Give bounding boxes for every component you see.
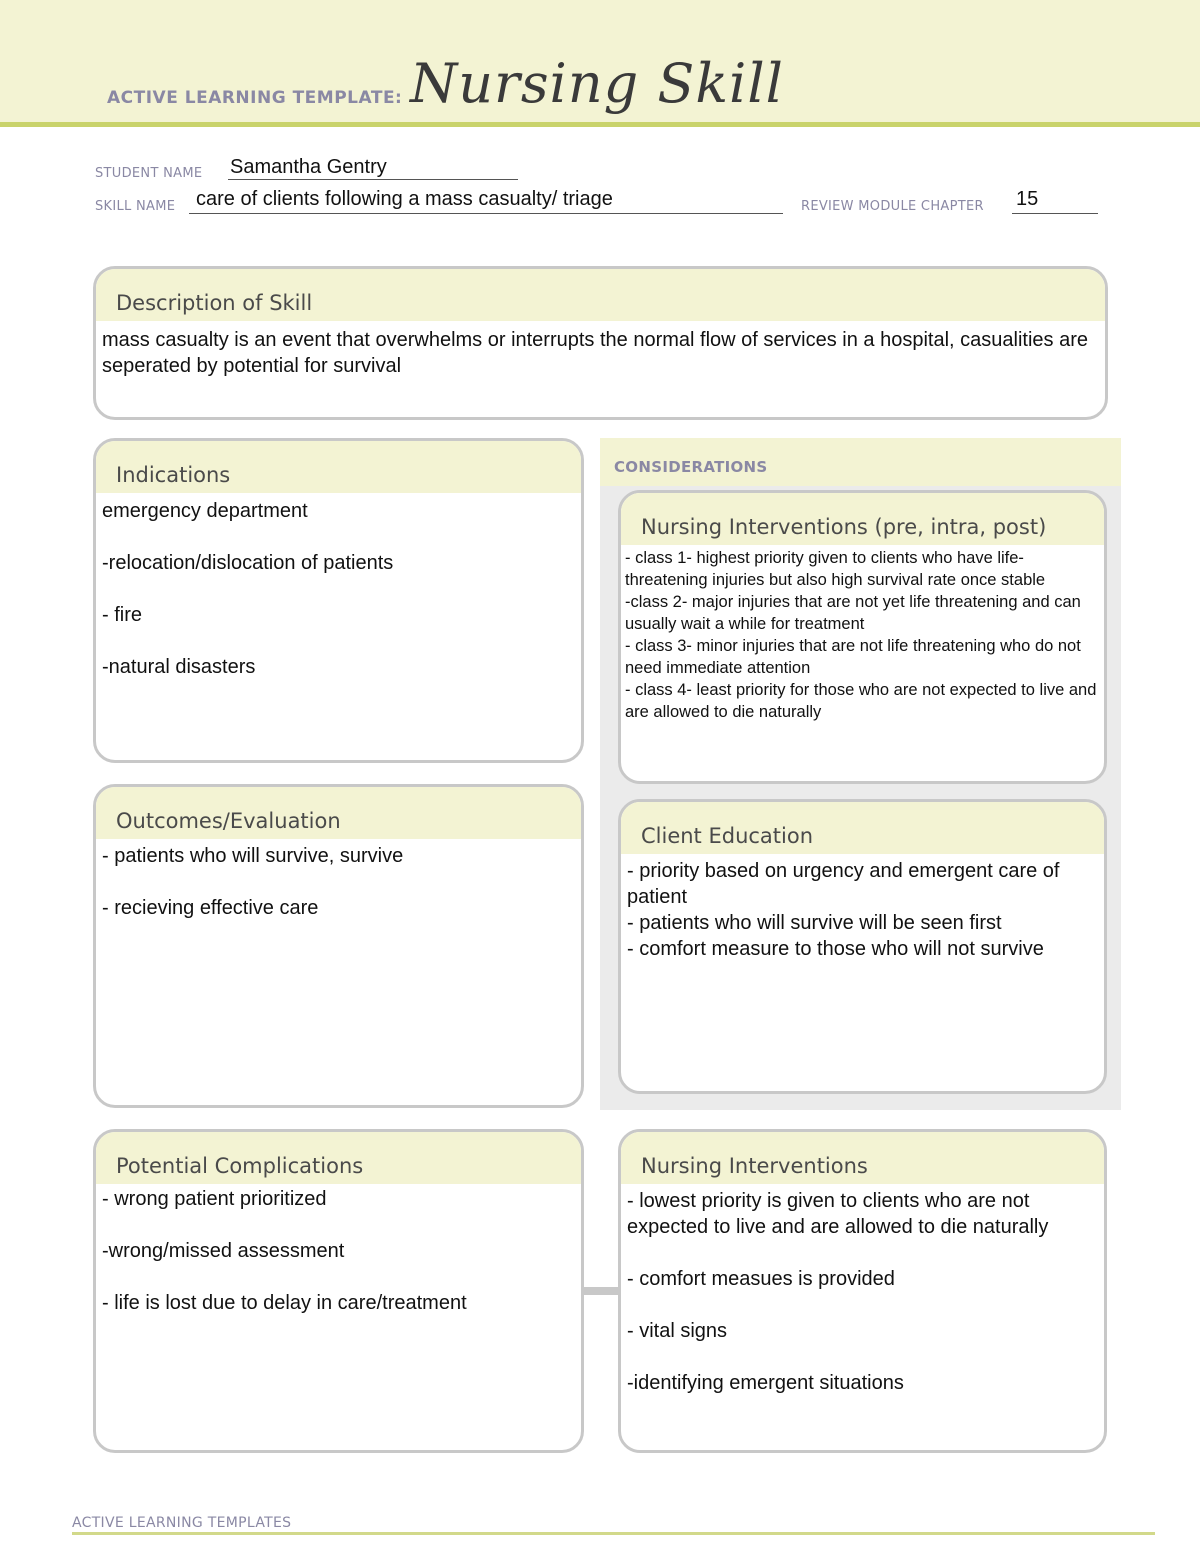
indication-item: emergency department: [102, 500, 308, 522]
footer-text: ACTIVE LEARNING TEMPLATES: [72, 1515, 292, 1531]
indication-item: - fire: [102, 604, 142, 626]
complication-item: - wrong patient prioritized: [102, 1188, 327, 1210]
nursing-intervention-item: - lowest priority is given to clients who are not expected to live and are allowed to die naturally: [627, 1190, 1049, 1238]
education-line: - comfort measure to those who will not survive: [627, 938, 1044, 960]
indication-item: -natural disasters: [102, 656, 256, 678]
template-label: ACTIVE LEARNING TEMPLATE:: [107, 88, 403, 108]
intervention-line: - class 4- least priority for those who are not expected to live and are allowed to die naturally: [625, 681, 1097, 721]
description-title: Description of Skill: [96, 269, 1105, 321]
client-education-body[interactable]: [621, 854, 1104, 966]
indications-box: [93, 438, 584, 763]
client-education-box: [618, 799, 1107, 1094]
box-connector: [583, 1287, 621, 1295]
description-text[interactable]: mass casualty is an event that overwhelms or interrupts the normal flow of services in a hospital, casualities are seperated by potential for survival: [102, 329, 1088, 377]
nursing-interventions-ppp-box: [618, 490, 1107, 784]
nursing-interventions-ppp-title: Nursing Interventions (pre, intra, post): [621, 493, 1104, 545]
considerations-title: CONSIDERATIONS: [600, 438, 1121, 486]
skill-name-field[interactable]: care of clients following a mass casualty/ triage: [196, 188, 613, 210]
education-line: - patients who will survive will be seen first: [627, 912, 1002, 934]
complication-item: -wrong/missed assessment: [102, 1240, 345, 1262]
education-line: - priority based on urgency and emergent care of patient: [627, 860, 1060, 908]
intervention-line: -class 2- major injuries that are not yet life threatening and can usually wait a while for treatment: [625, 593, 1081, 633]
student-name-field[interactable]: Samantha Gentry: [230, 156, 387, 178]
outcome-item: - recieving effective care: [102, 897, 319, 919]
complications-title: Potential Complications: [96, 1132, 581, 1184]
indication-item: -relocation/dislocation of patients: [102, 552, 394, 574]
indications-title: Indications: [96, 441, 581, 493]
nursing-intervention-item: - comfort measues is provided: [627, 1268, 895, 1290]
nursing-interventions-body[interactable]: [621, 1184, 1104, 1400]
footer-rule: [72, 1532, 1155, 1535]
intervention-line: - class 1- highest priority given to clients who have life-threatening injuries but also high survival rate once stable: [625, 549, 1046, 589]
complications-box: [93, 1129, 584, 1453]
template-title: Nursing Skill: [410, 52, 784, 115]
header-rule: [0, 122, 1200, 127]
nursing-interventions-ppp-body[interactable]: [621, 545, 1104, 725]
nursing-interventions-title: Nursing Interventions: [621, 1132, 1104, 1184]
outcome-item: - patients who will survive, survive: [102, 845, 404, 867]
nursing-intervention-item: -identifying emergent situations: [627, 1372, 904, 1394]
complication-item: - life is lost due to delay in care/treatment: [102, 1292, 467, 1314]
outcomes-box: [93, 784, 584, 1108]
client-education-title: Client Education: [621, 802, 1104, 854]
description-box: [93, 266, 1108, 420]
review-module-label: REVIEW MODULE CHAPTER: [801, 199, 984, 214]
complications-body[interactable]: [96, 1184, 581, 1320]
intervention-line: - class 3- minor injuries that are not life threatening who do not need immediate attention: [625, 637, 1081, 677]
outcomes-body[interactable]: [96, 839, 581, 925]
outcomes-title: Outcomes/Evaluation: [96, 787, 581, 839]
skill-name-label: SKILL NAME: [95, 199, 176, 214]
review-module-field[interactable]: 15: [1016, 188, 1039, 210]
indications-body[interactable]: [96, 493, 581, 684]
nursing-interventions-box: [618, 1129, 1107, 1453]
student-name-label: STUDENT NAME: [95, 166, 203, 181]
nursing-intervention-item: - vital signs: [627, 1320, 728, 1342]
